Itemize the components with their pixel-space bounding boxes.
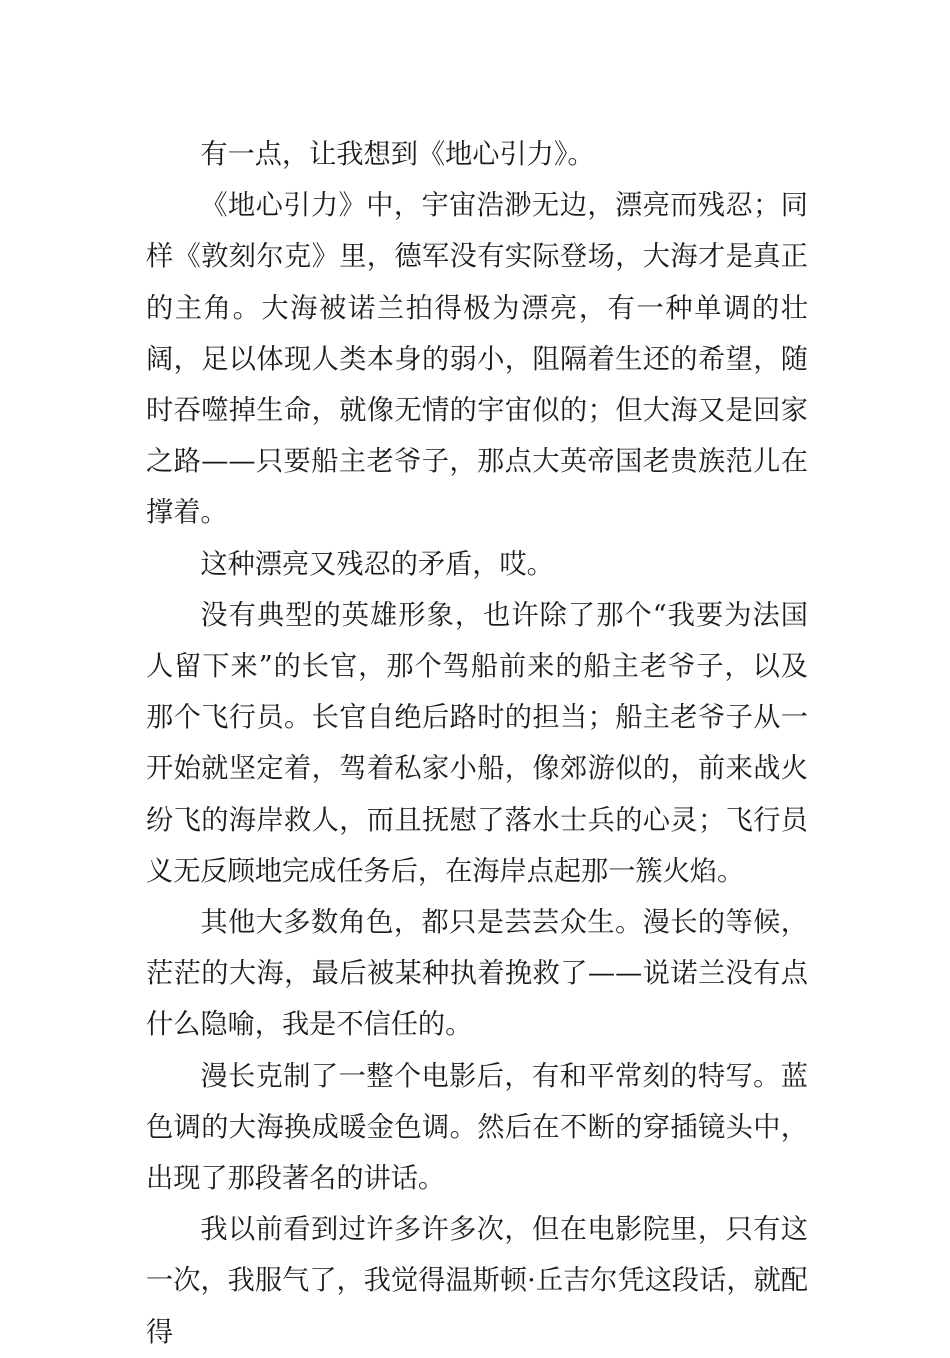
paragraph-4: 没有典型的英雄形象，也许除了那个“我要为法国人留下来”的长官，那个驾船前来的船主老爷子，以及那个飞行员。长官自绝后路时的担当；船主老爷子从一开始就坚定着，驾着私家小船，像郊游似的，前来战火纷飞的海岸救人，而且抚慰了落水士兵的心灵；飞行员义无反顾地完成任务后，在海岸点起那一簇火焰。 <box>146 599 808 887</box>
paragraph-7: 我以前看到过许多许多次，但在电影院里，只有这一次，我服气了，我觉得温斯顿·丘吉尔凭这段话，就配得 <box>146 1214 808 1348</box>
paragraph-1: 有一点，让我想到《地心引力》。 <box>200 139 595 170</box>
paragraph-5: 其他大多数角色，都只是芸芸众生。漫长的等候，茫茫的大海，最后被某种执着挽救了——说诺兰没有点什么隐喻，我是不信任的。 <box>146 907 808 1041</box>
paragraph-2: 《地心引力》中，宇宙浩渺无边，漂亮而残忍；同样《敦刻尔克》里，德军没有实际登场，大海才是真正的主角。大海被诺兰拍得极为漂亮，有一种单调的壮阔，足以体现人类本身的弱小，阻隔着生还的希望，随时吞噬掉生命，就像无情的宇宙似的；但大海又是回家之路——只要船主老爷子，那点大英帝国老贵族范儿在撑着。 <box>146 190 808 529</box>
paragraph-3: 这种漂亮又残忍的矛盾，哎。 <box>200 548 554 580</box>
paragraph-6: 漫长克制了一整个电影后，有和平常刻的特写。蓝色调的大海换成暖金色调。然后在不断的穿插镜头中，出现了那段著名的讲话。 <box>146 1060 808 1195</box>
article-body <box>146 129 808 1358</box>
